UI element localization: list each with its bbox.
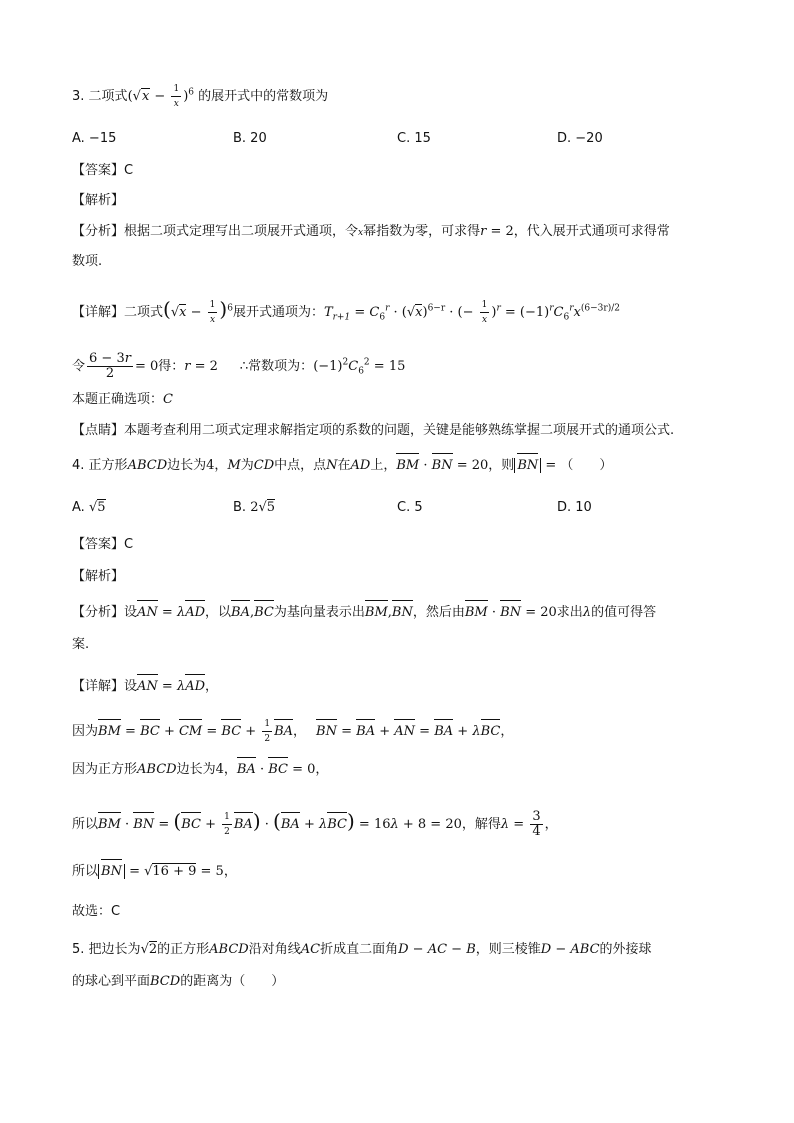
- fenxi-text: 的值可得答: [591, 605, 657, 620]
- stem-text: 的距离为（ ）: [180, 974, 285, 989]
- correct-text: 本题正确选项：: [72, 392, 164, 407]
- q4-option-a: A. √5: [72, 500, 106, 515]
- q4-suoyi: 所以BM · BN = (BC + $\frac{1}{2}$ BA) · (BA + λBC) = 16λ + 8 = 20，解得λ = $\frac{3}{4}$ ，: [72, 809, 558, 839]
- q4-option-d: D. 10: [557, 500, 592, 515]
- suoyi-text: 所以: [72, 864, 99, 879]
- answer-value: C: [124, 163, 134, 178]
- stem-text: 的正方形: [157, 942, 210, 957]
- stem-text: ，则三棱锥: [475, 942, 541, 957]
- q3-option-b: B. 20: [233, 131, 267, 146]
- q3-analysis-tag: 【解析】: [72, 193, 125, 208]
- yinwei-text: 因为正方形: [72, 762, 138, 777]
- fenxi-text: 求出: [556, 605, 583, 620]
- jiede-text: ，解得: [461, 817, 501, 832]
- fenxi-text: ，代入展开式通项可求得常: [513, 224, 670, 239]
- q4-option-b: B. 2√5: [233, 500, 276, 515]
- xiangjie-tag: 【详解】: [72, 679, 125, 694]
- answer-tag: 【答案】: [72, 163, 125, 178]
- stem-text: 折成直二面角: [320, 942, 399, 957]
- q3-option-a: A. −15: [72, 131, 117, 146]
- q3-fenxi: 【分析】根据二项式定理写出二项展开式通项，令x幂指数为零，可求得r = 2，代入展开式通项可求得常: [72, 224, 670, 239]
- q3-option-c: C. 15: [397, 131, 431, 146]
- q4-yinwei: 因为BM = BC + CM = BC + $\frac{1}{2}$ BA， BN = BA + AN = BA + λBC，: [72, 719, 514, 744]
- q4-answer: [72, 535, 133, 555]
- suoyi-text: 所以: [72, 817, 99, 832]
- q3-prefix: 二项式: [88, 89, 128, 104]
- fenxi-tag: 【分析】: [72, 224, 125, 239]
- yinwei-text: 边长为: [176, 762, 216, 777]
- q3-suffix: 的展开式中的常数项为: [198, 89, 329, 104]
- q5-stem-line2: 的球心到平面BCD的距离为（ ）: [72, 974, 285, 989]
- ling-text: 得：: [158, 359, 185, 374]
- ling-text: ∴常数项为：: [239, 359, 314, 374]
- q5-stem-line1: 5. 把边长为√2的正方形ABCD沿对角线AC折成直二面角D − AC − B，则三棱锥D − ABC的外接球: [72, 942, 652, 957]
- q4-xiangjie: 【详解】设AN = λAD，: [72, 677, 218, 697]
- stem-text: ，: [214, 458, 228, 473]
- stem-text: 把边长为: [88, 942, 141, 957]
- q3-fenxi-cont: 数项.: [72, 254, 103, 269]
- stem-text: 中点，点: [274, 458, 327, 473]
- stem-text: 在: [337, 458, 351, 473]
- xiangjie-text: 二项式: [124, 305, 164, 320]
- fenxi-text: 幂指数为零，可求得: [363, 224, 481, 239]
- q4-option-c: C. 5: [397, 500, 423, 515]
- q4-stem: 4. 正方形ABCD边长为4，M为CD中点，点N在AD上，BM · BN = 20，则 BN = （ ）: [72, 456, 612, 476]
- q4-yinwei-2: 因为正方形ABCD边长为4，BA · BC = 0，: [72, 760, 328, 780]
- fenxi-text: ，然后由: [412, 605, 465, 620]
- q3-correct: 本题正确选项：C: [72, 392, 173, 407]
- answer-tag: 【答案】: [72, 537, 125, 552]
- q3-ling: 令 $\frac{6 - 3r}{2}$ = 0得：r = 2 ∴常数项为：$(-1)^2C_6^2 = 15$: [72, 351, 406, 381]
- question-number: 4.: [72, 458, 85, 473]
- dianjing-tag: 【点睛】: [72, 423, 125, 438]
- fenxi-text: 设: [124, 605, 138, 620]
- q4-fenxi-cont: 案.: [72, 637, 90, 652]
- stem-text: 的外接球: [599, 942, 652, 957]
- q3-option-d: D. −20: [557, 131, 603, 146]
- stem-text: 的球心到平面: [72, 974, 151, 989]
- stem-text: ，则: [488, 458, 515, 473]
- fenxi-text: ，以: [205, 605, 232, 620]
- dianjing-text: 本题考查利用二项式定理求解指定项的系数的问题，关键是能够熟练掌握二项展开式的通项公式.: [124, 423, 675, 438]
- q4-guxuan: 故选：C: [72, 904, 121, 919]
- stem-text: 上，: [370, 458, 397, 473]
- option-label: A.: [72, 500, 85, 515]
- answer-value: C: [124, 537, 134, 552]
- q3-xiangjie: 【详解】二项式(√x − $\frac{1}{x}$ )$^6$展开式通项为：$T_{r+1} = C_6^r \cdot (√x)^{6-r}$ · (− $\frac{1}{x}$ )$^r = (-1)^rC_6^rx^{(6-3r)/2}$: [72, 297, 620, 325]
- stem-text: （ ）: [560, 458, 613, 473]
- q3-dianjing: [72, 421, 674, 441]
- q4-suoyi-2: 所以 BN = √16 + 9 = 5，: [72, 862, 237, 882]
- stem-text: 边长为: [167, 458, 207, 473]
- stem-text: 为: [240, 458, 254, 473]
- xiangjie-tag: 【详解】: [72, 305, 125, 320]
- fenxi-text: 根据二项式定理写出二项展开式通项，令: [124, 224, 359, 239]
- yinwei-text: 因为: [72, 724, 99, 739]
- fenxi-tag: 【分析】: [72, 605, 125, 620]
- stem-text: 正方形: [88, 458, 128, 473]
- xiangjie-text: 设: [124, 679, 138, 694]
- ling-text: 令: [72, 359, 86, 374]
- stem-text: 沿对角线: [248, 942, 301, 957]
- q3-stem: 3. 二项式(√x − $\frac{1}{x}$ )$^6$ 的展开式中的常数项为: [72, 84, 329, 109]
- option-label: B.: [233, 500, 247, 515]
- question-number: 5.: [72, 942, 85, 957]
- q3-answer: [72, 161, 133, 181]
- q4-analysis-tag: 【解析】: [72, 569, 125, 584]
- q4-fenxi: 【分析】设AN = λAD，以BA,BC为基向量表示出BM,BN，然后由BM · BN = 20求出λ的值可得答: [72, 603, 656, 623]
- fenxi-text: 为基向量表示出: [273, 605, 365, 620]
- question-number: 3.: [72, 89, 85, 104]
- xiangjie-text: 展开式通项为：: [232, 305, 324, 320]
